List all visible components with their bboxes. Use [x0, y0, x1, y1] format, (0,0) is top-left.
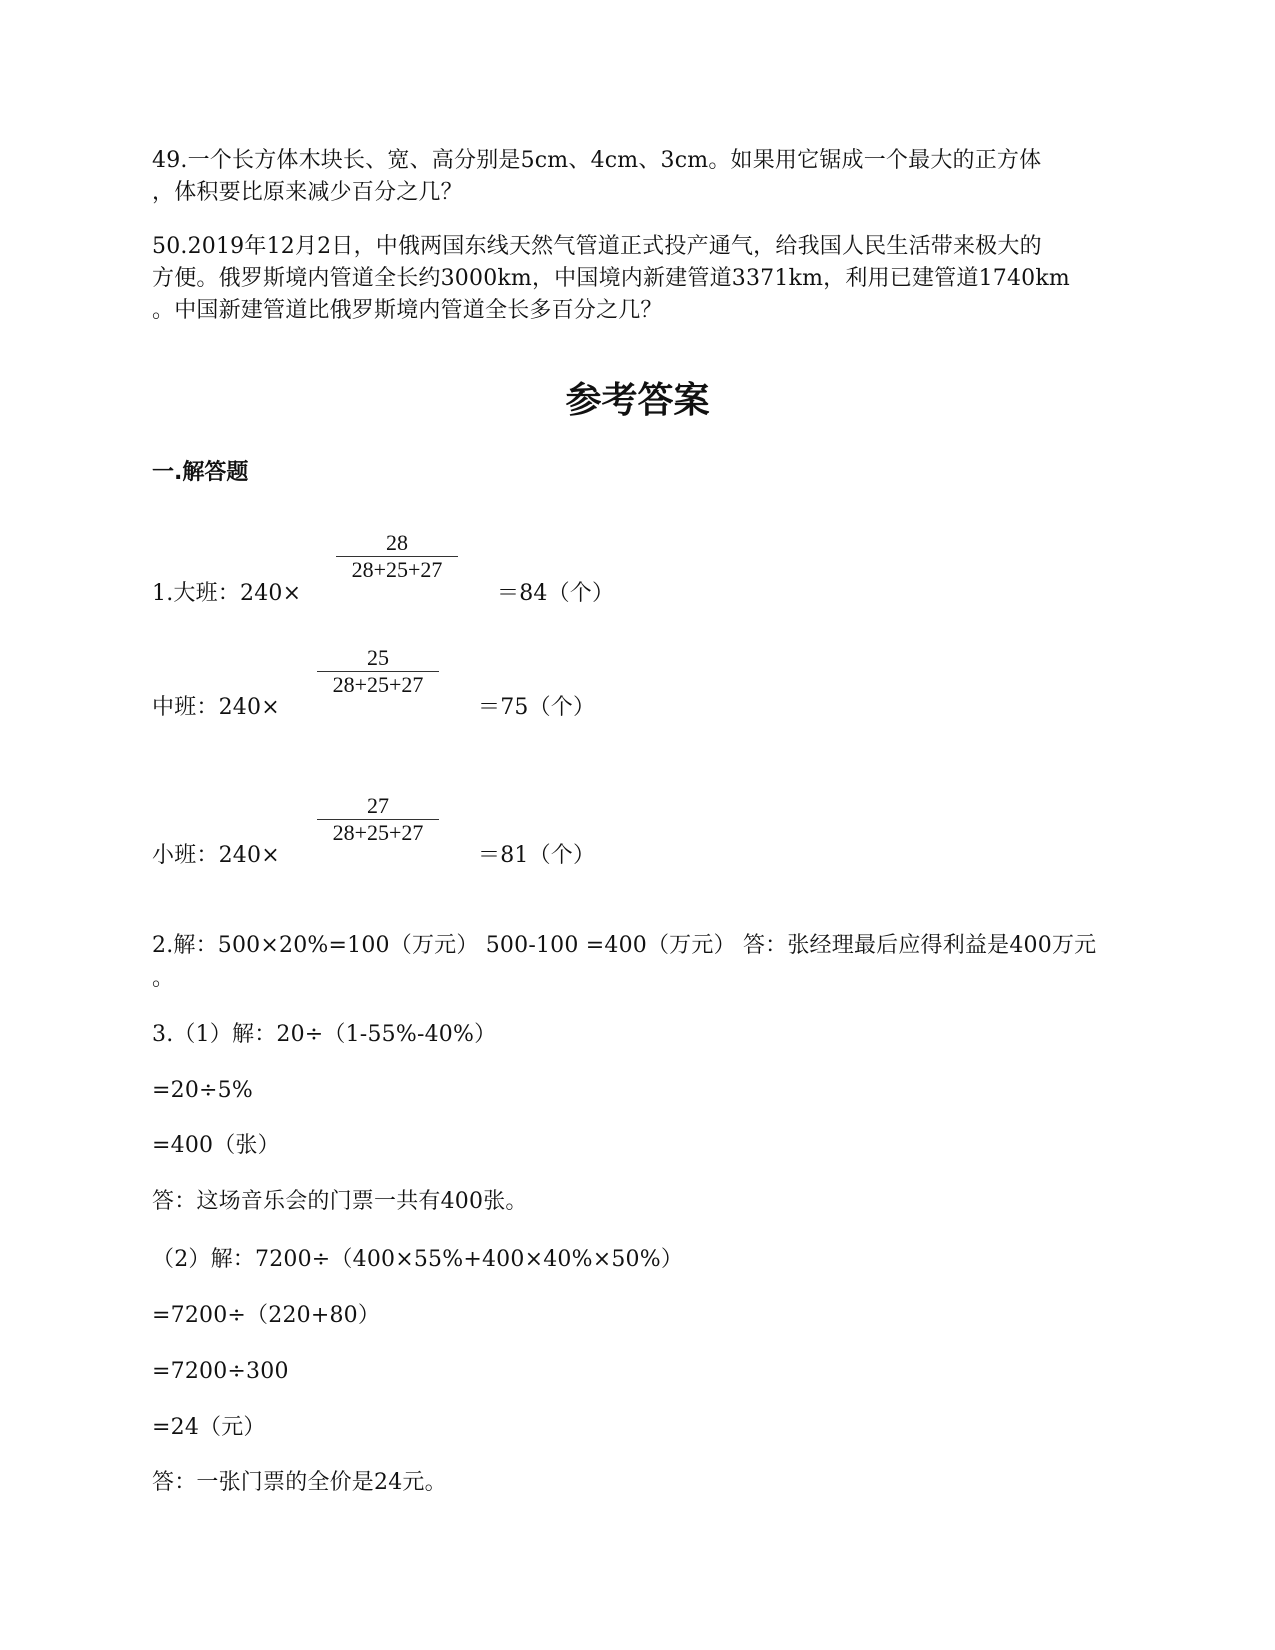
fraction-denominator: 28+25+27 — [351, 557, 443, 582]
fraction-numerator: 25 — [367, 645, 389, 670]
fraction-denominator: 28+25+27 — [332, 672, 424, 697]
answer-1-big-prefix: 1.大班：240× — [152, 581, 302, 606]
question-49-line-2: ，体积要比原来减少百分之几？ — [152, 180, 463, 205]
answer-1-small-prefix: 小班：240× — [152, 843, 280, 868]
answer-1-mid-prefix: 中班：240× — [152, 695, 280, 720]
fraction-denominator: 28+25+27 — [332, 820, 424, 845]
fraction-big-class — [333, 530, 461, 583]
question-49-line-1: 49.一个长方体木块长、宽、高分别是5cm、4cm、3cm。如果用它锯成一个最大的正方体 — [152, 148, 1042, 173]
answer-3-line-1: 3.（1）解：20÷（1-55%-40%） — [152, 1022, 497, 1047]
answer-3-line-4: 答：这场音乐会的门票一共有400张。 — [152, 1189, 528, 1214]
answer-3-line-5: （2）解：7200÷（400×55%+400×40%×50%） — [152, 1247, 684, 1272]
answer-3-line-9: 答：一张门票的全价是24元。 — [152, 1470, 447, 1495]
fraction-numerator: 28 — [386, 530, 408, 555]
answer-1-big-result: ＝84（个） — [497, 581, 615, 606]
question-50-line-2: 方便。俄罗斯境内管道全长约3000km，中国境内新建管道3371km，利用已建管道1740km — [152, 266, 1070, 291]
section-heading: 一.解答题 — [152, 460, 249, 485]
answer-3-line-3: =400（张） — [152, 1133, 280, 1158]
answer-1-mid-result: ＝75（个） — [478, 695, 596, 720]
answer-1-small-result: ＝81（个） — [478, 843, 596, 868]
answer-2-line-2: 。 — [152, 966, 175, 991]
answer-3-line-2: =20÷5% — [152, 1078, 253, 1103]
answer-3-line-7: =7200÷300 — [152, 1359, 289, 1384]
answer-3-line-6: =7200÷（220+80） — [152, 1303, 381, 1328]
answer-title: 参考答案 — [565, 380, 710, 421]
fraction-small-class — [314, 793, 442, 846]
question-50-line-1: 50.2019年12月2日，中俄两国东线天然气管道正式投产通气，给我国人民生活带来极大的 — [152, 234, 1042, 259]
answer-2-line-1: 2.解：500×20%=100（万元） 500-100 =400（万元） 答：张经理最后应得利益是400万元 — [152, 933, 1097, 958]
answer-3-line-8: =24（元） — [152, 1415, 266, 1440]
question-50-line-3: 。中国新建管道比俄罗斯境内管道全长多百分之几？ — [152, 298, 663, 323]
fraction-numerator: 27 — [367, 793, 389, 818]
fraction-mid-class — [314, 645, 442, 698]
